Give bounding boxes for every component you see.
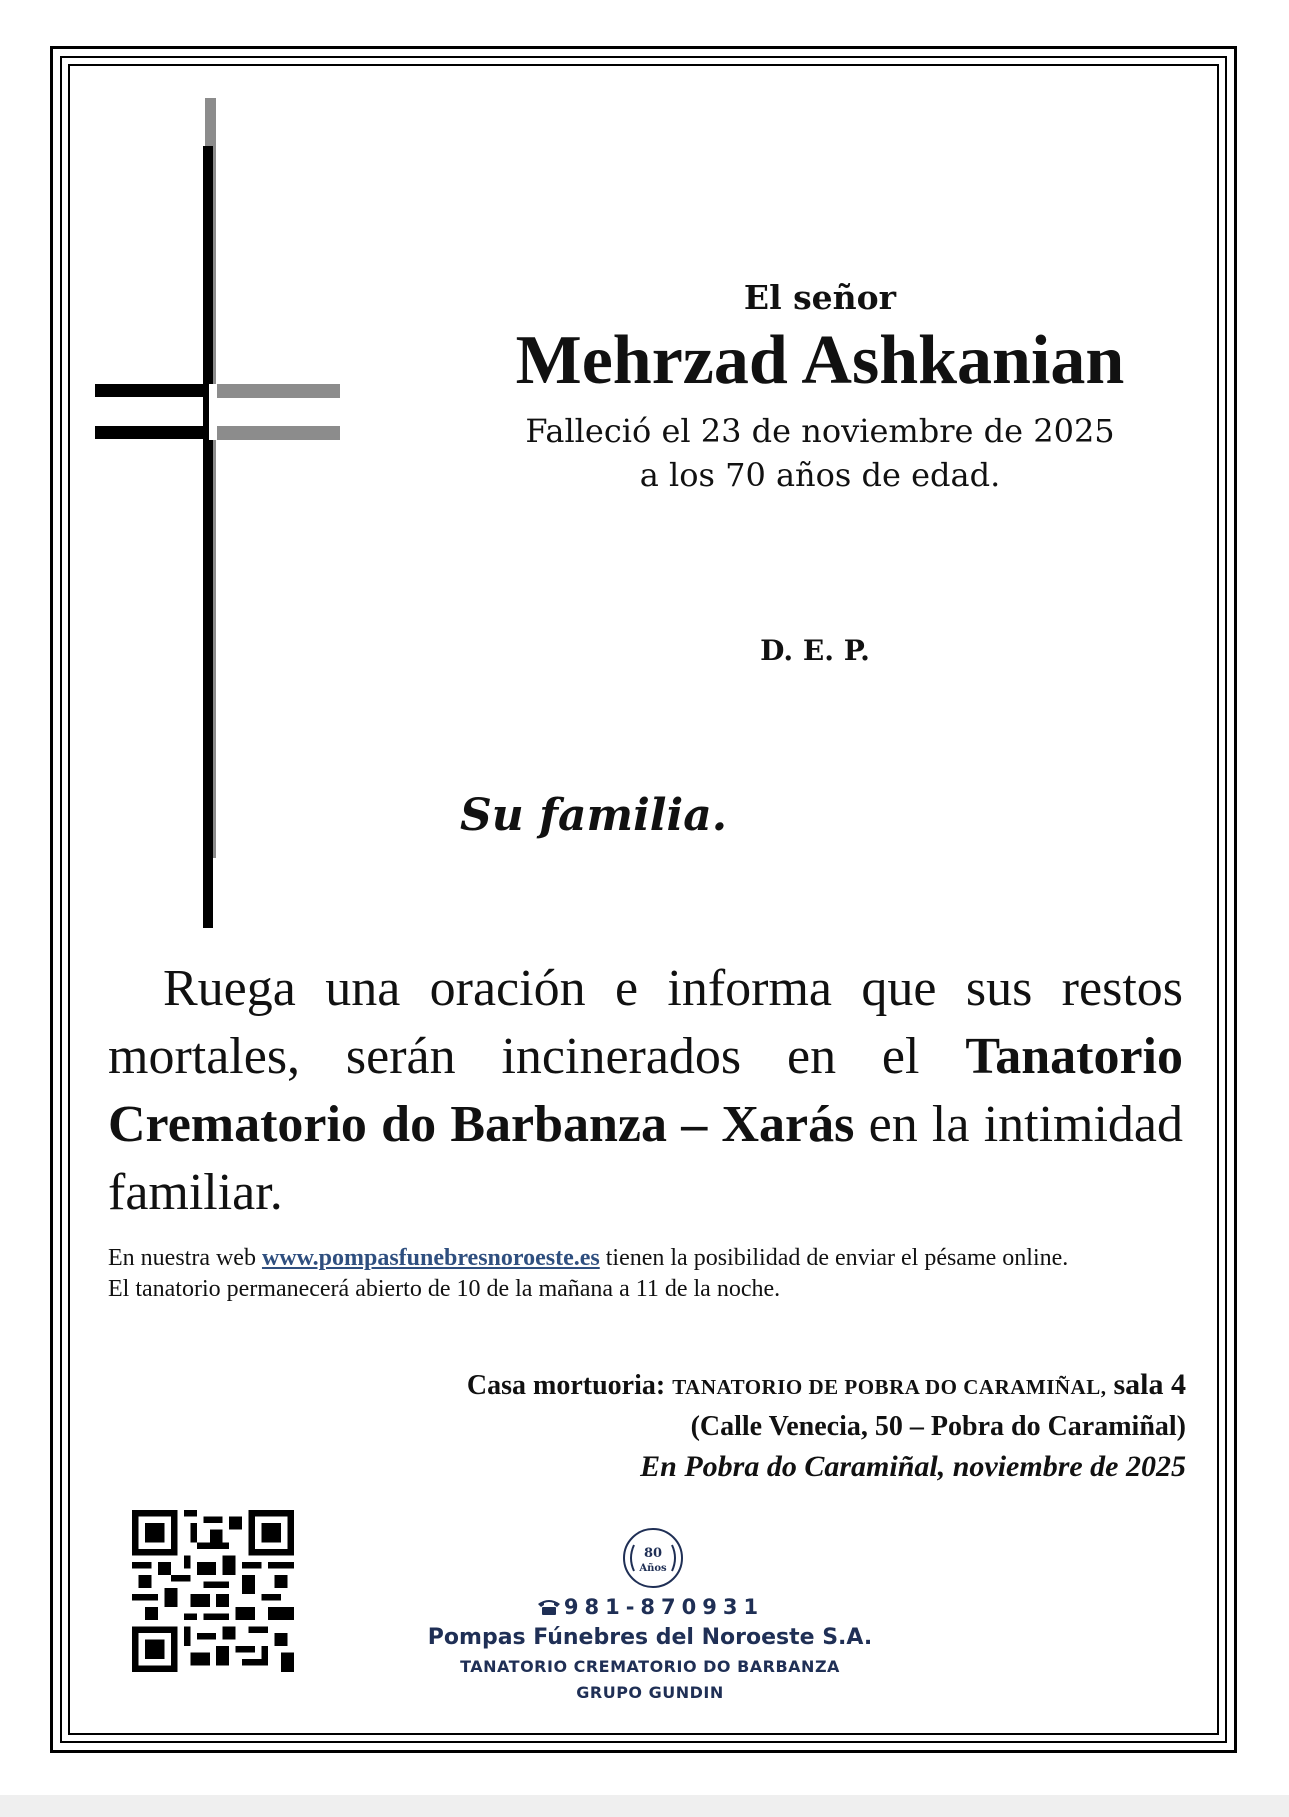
mortuary-place: TANATORIO DE POBRA DO CARAMIÑAL, (672, 1375, 1107, 1399)
death-date: Falleció el 23 de noviembre de 2025 (525, 411, 1115, 450)
title-prefix: El señor (743, 278, 897, 317)
anniversary-seal-icon (622, 1527, 684, 1589)
deceased-name: Mehrzad Ashkanian (515, 322, 1125, 399)
mortuary-line (226, 1365, 1186, 1407)
seal-word: Años (639, 1563, 667, 1574)
location-block (226, 1365, 1186, 1487)
web-prefix: En nuestra web (108, 1245, 256, 1271)
seal-number: 80 (643, 1546, 663, 1561)
age-line: a los 70 años de edad. (639, 456, 1001, 495)
mortuary-label: Casa mortuoria: (466, 1370, 666, 1401)
bottom-strip (0, 1795, 1289, 1817)
funeral-company-block (400, 1592, 900, 1706)
hours-line: El tanatorio permanecerá abierto de 10 de la mañana a 11 de la noche. (108, 1276, 781, 1302)
main-text-part2: en la intimidad familiar. (108, 1096, 1184, 1221)
company-name: Pompas Fúnebres del Noroeste S.A. (427, 1625, 873, 1650)
dep-text: D. E. P. (760, 634, 870, 667)
cross-icon (95, 98, 355, 928)
company-subtitle-1: TANATORIO CREMATORIO DO BARBANZA (460, 1657, 840, 1676)
web-line (108, 1243, 1183, 1274)
company-subtitle-2: GRUPO GUNDIN (576, 1683, 724, 1702)
qr-code-icon[interactable] (132, 1510, 294, 1672)
obituary-header (420, 278, 1220, 498)
phone-line[interactable] (400, 1592, 900, 1622)
phone-number: 981-870931 (563, 1595, 765, 1619)
web-suffix: tienen la posibilidad de enviar el pésame online. (605, 1245, 1069, 1271)
main-paragraph (108, 955, 1183, 1227)
date-place-line: En Pobra do Caramiñal, noviembre de 2025 (640, 1450, 1186, 1483)
mortuary-address: (Calle Venecia, 50 – Pobra do Caramiñal) (690, 1411, 1186, 1442)
info-block (108, 1243, 1183, 1305)
main-text-bold: Tanatorio Crematorio do Barbanza – Xarás (108, 1028, 1184, 1153)
mortuary-room: sala 4 (1113, 1368, 1186, 1401)
website-link[interactable]: www.pompasfunebresnoroeste.es (261, 1245, 600, 1271)
phone-icon (536, 1598, 562, 1616)
main-text-part1: Ruega una oración e informa que sus restos mortales, serán incinerados en el (108, 960, 1183, 1085)
family-signature: Su familia. (460, 790, 728, 841)
